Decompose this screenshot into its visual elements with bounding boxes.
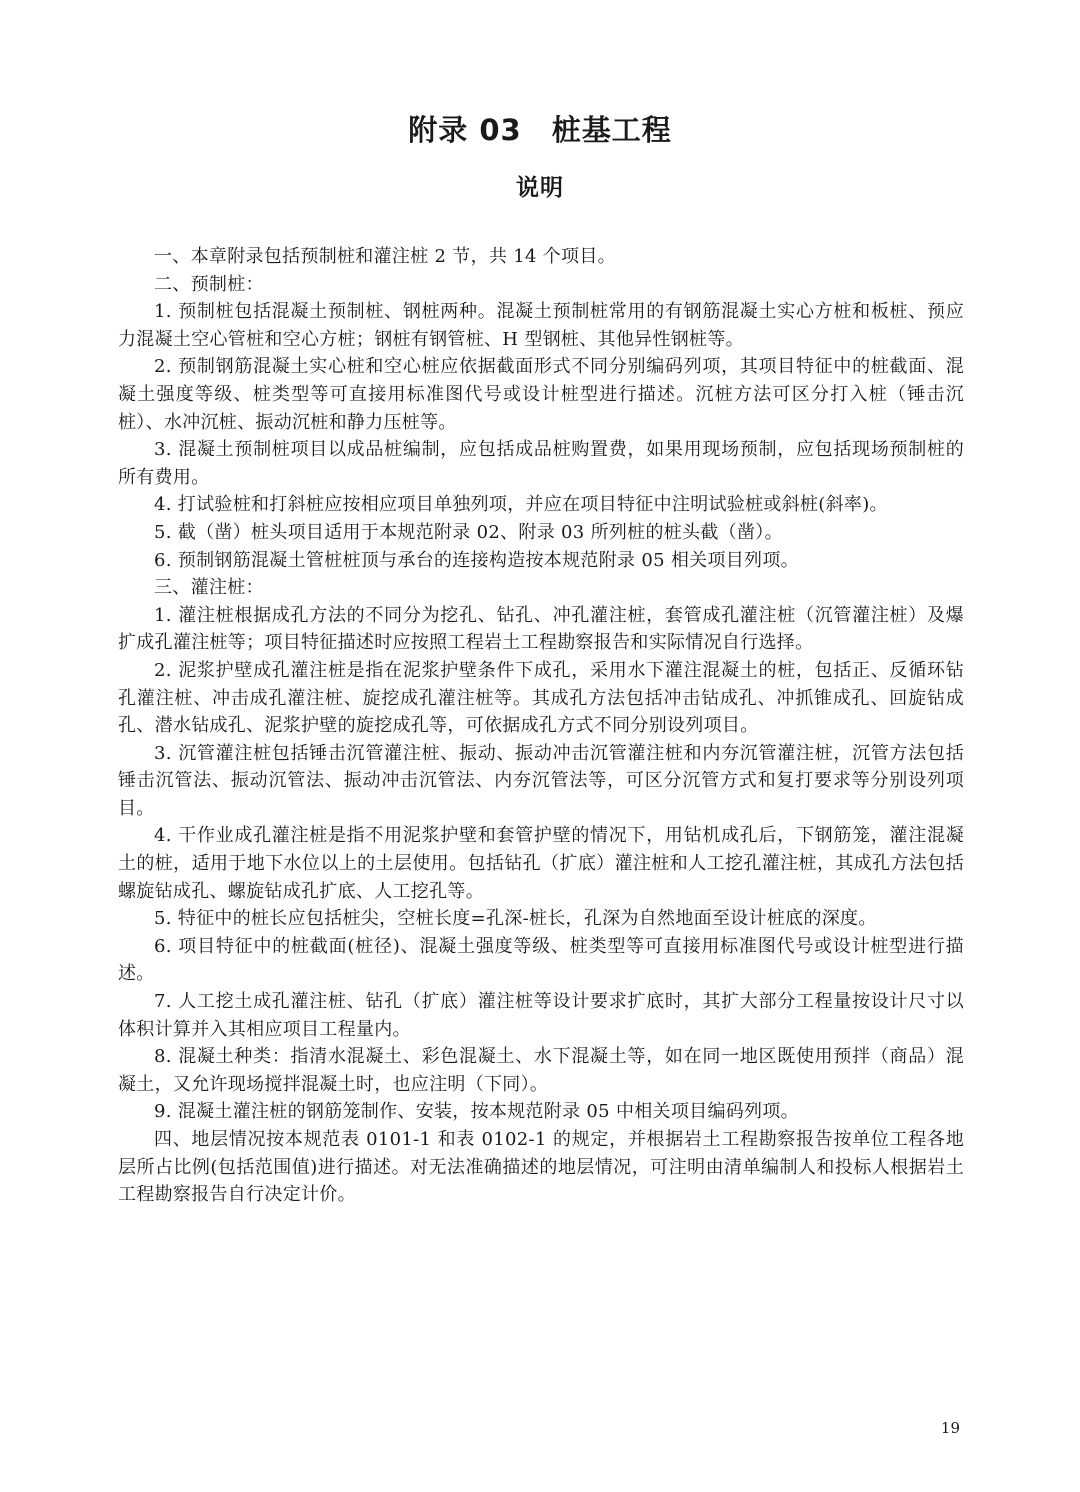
paragraph: 4. 干作业成孔灌注桩是指不用泥浆护壁和套管护壁的情况下，用钻机成孔后，下钢筋笼，灌注混凝土的桩，适用于地下水位以上的土层使用。包括钻孔（扩底）灌注桩和人工挖孔灌注桩，其成孔方法包括螺旋钻成孔、螺旋钻成孔扩底、人工挖孔等。 bbox=[118, 825, 964, 902]
paragraph: 4. 打试验桩和打斜桩应按相应项目单独列项，并应在项目特征中注明试验桩或斜桩(斜率)。 bbox=[154, 494, 888, 516]
paragraph: 2. 预制钢筋混凝土实心桩和空心桩应依据截面形式不同分别编码列项，其项目特征中的桩截面、混凝土强度等级、桩类型等可直接用标准图代号或设计桩型进行描述。沉桩方法可区分打入桩（锤击沉桩）、水冲沉桩、振动沉桩和静力压桩等。 bbox=[118, 356, 964, 433]
paragraph: 7. 人工挖土成孔灌注桩、钻孔（扩底）灌注桩等设计要求扩底时，其扩大部分工程量按设计尺寸以体积计算并入其相应项目工程量内。 bbox=[118, 991, 964, 1040]
paragraph: 6. 预制钢筋混凝土管桩桩顶与承台的连接构造按本规范附录 05 相关项目列项。 bbox=[154, 549, 799, 571]
paragraph: 四、地层情况按本规范表 0101-1 和表 0102-1 的规定，并根据岩土工程勘察报告按单位工程各地层所占比例(包括范围值)进行描述。对无法准确描述的地层情况，可注明由清单编制人和投标人根据岩土工程勘察报告自行决定计价。 bbox=[118, 1129, 964, 1206]
paragraph: 9. 混凝土灌注桩的钢筋笼制作、安装，按本规范附录 05 中相关项目编码列项。 bbox=[154, 1101, 799, 1123]
paragraph: 一、本章附录包括预制桩和灌注桩 2 节，共 14 个项目。 bbox=[154, 246, 616, 267]
paragraph: 2. 泥浆护壁成孔灌注桩是指在泥浆护壁条件下成孔，采用水下灌注混凝土的桩，包括正、反循环钻孔灌注桩、冲击成孔灌注桩、旋挖成孔灌注桩等。其成孔方法包括冲击钻成孔、冲抓锥成孔、回旋钻成孔、潜水钻成孔、泥浆护壁的旋挖成孔等，可依据成孔方式不同分别设列项目。 bbox=[118, 659, 964, 737]
paragraph: 5. 特征中的桩长应包括桩尖，空桩长度=孔深-桩长，孔深为自然地面至设计桩底的深度。 bbox=[154, 908, 877, 930]
paragraph: 1. 预制桩包括混凝土预制桩、钢桩两种。混凝土预制桩常用的有钢筋混凝土实心方桩和板桩、预应力混凝土空心管桩和空心方桩；钢桩有钢管桩、H 型钢桩、其他异性钢桩等。 bbox=[118, 301, 964, 350]
paragraph: 3. 混凝土预制桩项目以成品桩编制，应包括成品桩购置费，如果用现场预制，应包括现场预制桩的所有费用。 bbox=[118, 439, 964, 488]
paragraph: 1. 灌注桩根据成孔方法的不同分为挖孔、钻孔、冲孔灌注桩，套管成孔灌注桩（沉管灌注桩）及爆扩成孔灌注桩等；项目特征描述时应按照工程岩土工程勘察报告和实际情况自行选择。 bbox=[118, 604, 964, 654]
paragraph: 8. 混凝土种类：指清水混凝土、彩色混凝土、水下混凝土等，如在同一地区既使用预拌（商品）混凝土，又允许现场搅拌混凝土时，也应注明（下同）。 bbox=[118, 1046, 964, 1095]
paragraph: 6. 项目特征中的桩截面(桩径)、混凝土强度等级、桩类型等可直接用标准图代号或设计桩型进行描述。 bbox=[118, 935, 964, 985]
paragraph: 5. 截（凿）桩头项目适用于本规范附录 02、附录 03 所列桩的桩头截（凿）。 bbox=[154, 521, 783, 543]
section-title: 说明 bbox=[516, 175, 564, 201]
page-title: 附录 03 桩基工程 bbox=[408, 113, 672, 147]
body-text bbox=[118, 243, 964, 1209]
paragraph: 二、预制桩： bbox=[154, 273, 264, 295]
paragraph: 3. 沉管灌注桩包括锤击沉管灌注桩、振动、振动冲击沉管灌注桩和内夯沉管灌注桩，沉管方法包括锤击沉管法、振动沉管法、振动冲击沉管法、内夯沉管法等，可区分沉管方式和复打要求等分别设列项目。 bbox=[118, 742, 964, 819]
page-number: 19 bbox=[940, 1419, 960, 1437]
paragraph: 三、灌注桩： bbox=[154, 577, 264, 599]
